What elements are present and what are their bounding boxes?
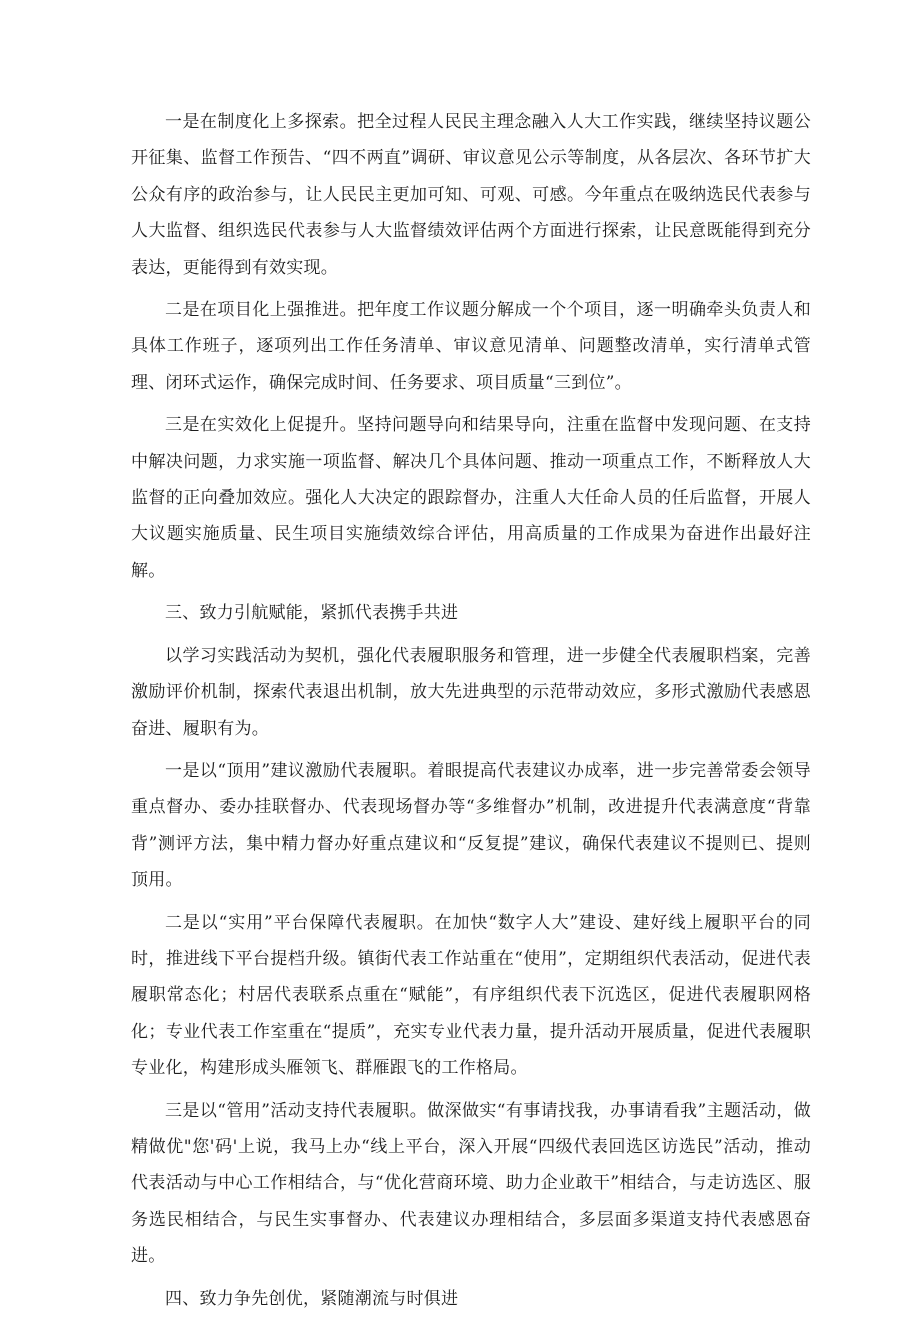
paragraph-effectiveness: 三是在实效化上促提升。坚持问题导向和结果导向，注重在监督中发现问题、在支持中解决问题，力求实施一项监督、解决几个具体问题、推动一项重点工作，不断释放人大监督的正向叠加效应。强化人大决定的跟踪督办，注重人大任命人员的任后监督，开展人大议题实施质量、民生项目实施绩效综合评估，用高质量的工作成果为奋进作出最好注解。 bbox=[131, 415, 811, 581]
paragraph-useful-suggestions: 一是以“顶用”建议激励代表履职。着眼提高代表建议办成率，进一步完善常委会领导重点督办、委办挂联督办、代表现场督办等“多维督办”机制，改进提升代表满意度“背靠背”测评方法，集中精力督办好重点建议和“反复提”建议，确保代表建议不提则已、提则顶用。 bbox=[131, 760, 811, 891]
document-body bbox=[131, 104, 811, 1323]
section-heading-3: 三、致力引航赋能，紧抓代表携手共进 bbox=[165, 603, 459, 624]
paragraph-effective-activities: 三是以“管用”活动支持代表履职。做深做实“有事请找我，办事请看我”主题活动，做精做优"您'码'上说，我马上办“线上平台，深入开展“四级代表回选区访选民”活动，推动代表活动与中心工作相结合，与“优化营商环境、助力企业敢干”相结合，与走访选区、服务选民相结合，与民生实事督办、代表建议办理相结合，多层面多渠道支持代表感恩奋进。 bbox=[131, 1100, 811, 1267]
section-heading-4: 四、致力争先创优，紧随潮流与时俱进 bbox=[165, 1288, 459, 1309]
paragraph-practical-platform: 二是以“实用”平台保障代表履职。在加快“数字人大”建设、建好线上履职平台的同时，推进线下平台提档升级。镇街代表工作站重在“使用”，定期组织代表活动，促进代表履职常态化；村居代表联系点重在“赋能”，有序组织代表下沉选区，促进代表履职网格化；专业代表工作室重在“提质”，充实专业代表力量，提升活动开展质量，促进代表履职专业化，构建形成头雁领飞、群雁跟飞的工作格局。 bbox=[131, 912, 811, 1079]
paragraph-institutionalization: 一是在制度化上多探索。把全过程人民民主理念融入人大工作实践，继续坚持议题公开征集、监督工作预告、“四不两直”调研、审议意见公示等制度，从各层次、各环节扩大公众有序的政治参与，让人民民主更加可知、可观、可感。今年重点在吸纳选民代表参与人大监督、组织选民代表参与人大监督绩效评估两个方面进行探索，让民意既能得到充分表达，更能得到有效实现。 bbox=[131, 112, 811, 278]
paragraph-section-3-intro: 以学习实践活动为契机，强化代表履职服务和管理，进一步健全代表履职档案，完善激励评价机制，探索代表退出机制，放大先进典型的示范带动效应，多形式激励代表感恩奋进、履职有为。 bbox=[131, 645, 811, 739]
paragraph-project-based: 二是在项目化上强推进。把年度工作议题分解成一个个项目，逐一明确牵头负责人和具体工作班子，逐项列出工作任务清单、审议意见清单、问题整改清单，实行清单式管理、闭环式运作，确保完成时间、任务要求、项目质量“三到位”。 bbox=[131, 300, 811, 393]
